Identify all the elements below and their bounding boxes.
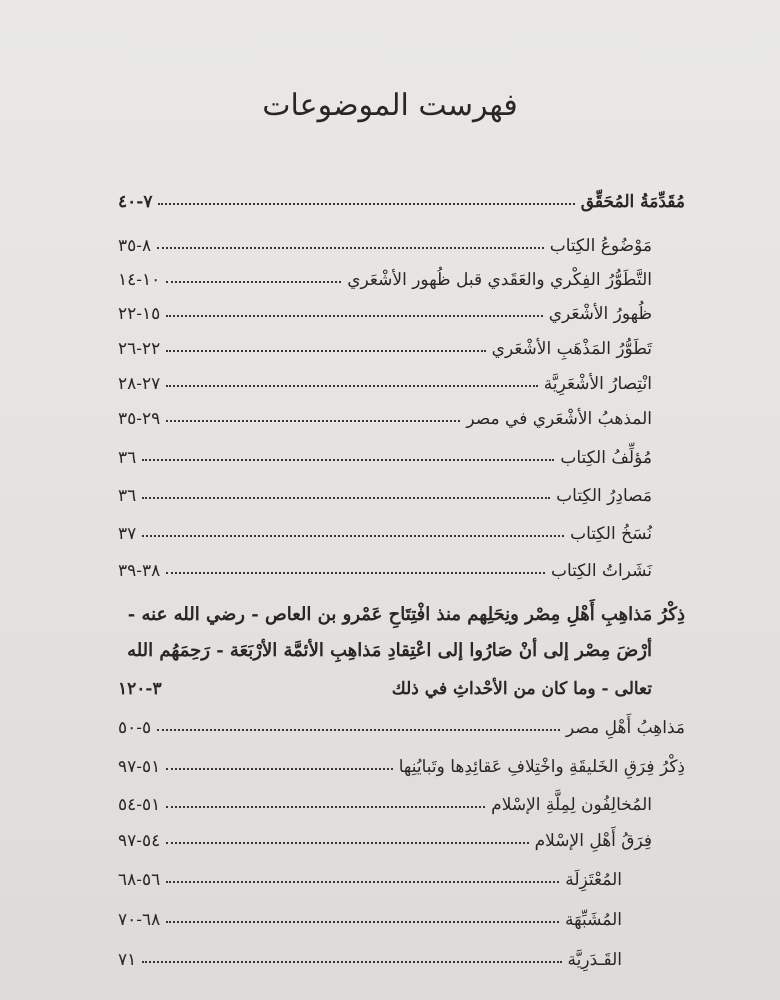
- leader-dots: [158, 202, 574, 205]
- toc-pages: ٥-٥٠: [118, 718, 152, 738]
- toc-entry[interactable]: [118, 395, 652, 429]
- leader-dots: [166, 314, 542, 317]
- toc-entry[interactable]: [118, 704, 685, 738]
- leader-dots: [166, 841, 528, 844]
- toc-label: نَشَراتُ الكِتاب: [550, 561, 652, 581]
- toc-section-heading[interactable]: [118, 178, 685, 212]
- leader-dots: [166, 419, 460, 422]
- toc-entry[interactable]: [118, 256, 652, 290]
- toc-label: فِرَقُ أَهْلِ الإسْلام: [534, 831, 652, 851]
- toc-label: مَصادِرُ الكِتاب: [556, 486, 652, 506]
- toc-entry[interactable]: [118, 936, 622, 970]
- toc-entry[interactable]: [118, 781, 652, 815]
- toc-entry[interactable]: [118, 360, 652, 394]
- leader-dots: [166, 384, 538, 387]
- toc-label: مُؤلِّفُ الكِتاب: [560, 448, 652, 468]
- toc-pages: ٥٤-٩٧: [118, 831, 161, 851]
- leader-dots: [166, 571, 545, 574]
- toc-entry[interactable]: [118, 856, 622, 890]
- toc-label: انْتِصارُ الأشْعَرِيَّة: [543, 374, 652, 394]
- leader-dots: [142, 534, 564, 537]
- toc-label: ذِكْرُ فِرَقِ الخَليقَةِ واخْتِلافِ عَقائِدِها وتَبايُنِها: [398, 757, 685, 777]
- toc-entry[interactable]: [118, 743, 685, 777]
- toc-pages: ٧-٤٠: [118, 192, 153, 212]
- leader-dots: [166, 767, 392, 770]
- toc-entry[interactable]: [118, 896, 622, 930]
- page-title: فهرست الموضوعات: [262, 88, 518, 123]
- toc-label: القَـدَرِيَّة: [567, 950, 622, 970]
- toc-entry[interactable]: [118, 434, 652, 468]
- toc-entry[interactable]: [118, 290, 652, 324]
- toc-label: مُقَدِّمَةُ المُحَقِّق: [580, 192, 685, 212]
- toc-label: تَطَوُّرُ المَذْهَبِ الأشْعَري: [491, 339, 652, 359]
- toc-pages: ١٥-٢٢: [118, 304, 161, 324]
- section-heading-line[interactable]: ذِكْرُ مَذاهِبِ أَهْلِ مِصْر ونِحَلِهم منذ افْتِتَاحِ عَمْرو بن العاص - رضي الله عنه -: [127, 604, 685, 625]
- leader-dots: [157, 728, 560, 731]
- leader-dots: [157, 246, 544, 249]
- toc-pages: ٥٦-٦٨: [118, 870, 161, 890]
- toc-pages: ٣٧: [118, 524, 137, 544]
- leader-dots: [166, 805, 485, 808]
- toc-label: ظُهورُ الأشْعَري: [548, 304, 652, 324]
- toc-pages: ٧١: [118, 950, 137, 970]
- toc-label: المُعْتَزِلَة: [565, 870, 622, 890]
- leader-dots: [142, 496, 550, 499]
- toc-entry[interactable]: [118, 222, 652, 256]
- leader-dots: [166, 349, 485, 352]
- toc-label: مَوْضُوعُ الكِتاب: [549, 236, 652, 256]
- toc-label: المُخالِفُون لِمِلَّةِ الإسْلام: [491, 795, 652, 815]
- toc-pages: ٦٨-٧٠: [118, 910, 161, 930]
- toc-label: نُسَخُ الكِتاب: [570, 524, 652, 544]
- toc-label: المذهبُ الأشْعَري في مصر: [466, 409, 652, 429]
- toc-pages: ٣٨-٣٩: [118, 561, 161, 581]
- toc-label: المُشَبِّهَة: [565, 910, 622, 930]
- leader-dots: [142, 960, 561, 963]
- toc-label: التَّطَوُّرُ الفِكْري والعَقَدي قبل ظُهور الأشْعَري: [347, 270, 652, 290]
- leader-dots: [142, 458, 554, 461]
- toc-label: تعالى - وما كان من الأحْداثِ في ذلك: [391, 679, 652, 699]
- spacer: [168, 691, 386, 692]
- toc-pages: ٣٦: [118, 448, 137, 468]
- toc-entry[interactable]: [118, 510, 652, 544]
- toc-section-heading[interactable]: [118, 665, 652, 699]
- toc-entry[interactable]: [118, 547, 652, 581]
- toc-label: مَذاهِبُ أَهْلِ مصر: [565, 718, 685, 738]
- leader-dots: [166, 280, 341, 283]
- leader-dots: [166, 920, 559, 923]
- toc-pages: ٥١-٥٤: [118, 795, 161, 815]
- toc-pages: ٣-١٢٠: [118, 679, 162, 699]
- leader-dots: [166, 880, 559, 883]
- toc-pages: ٢٧-٢٨: [118, 374, 161, 394]
- section-heading-line[interactable]: أرْضَ مِصْر إلى أنْ صَارُوا إلى اعْتِقادِ مَذاهِبِ الأئمَّة الأرْبَعَة - رَحِمَهُم الله: [127, 640, 652, 661]
- toc-entry[interactable]: [118, 817, 652, 851]
- toc-pages: ٢٩-٣٥: [118, 409, 161, 429]
- toc-pages: ٥١-٩٧: [118, 757, 161, 777]
- toc-entry[interactable]: [118, 325, 652, 359]
- toc-pages: ٢٢-٢٦: [118, 339, 161, 359]
- toc-entry[interactable]: [118, 472, 652, 506]
- toc-pages: ٨-٣٥: [118, 236, 152, 256]
- toc-pages: ٣٦: [118, 486, 137, 506]
- toc-pages: ١٠-١٤: [118, 270, 161, 290]
